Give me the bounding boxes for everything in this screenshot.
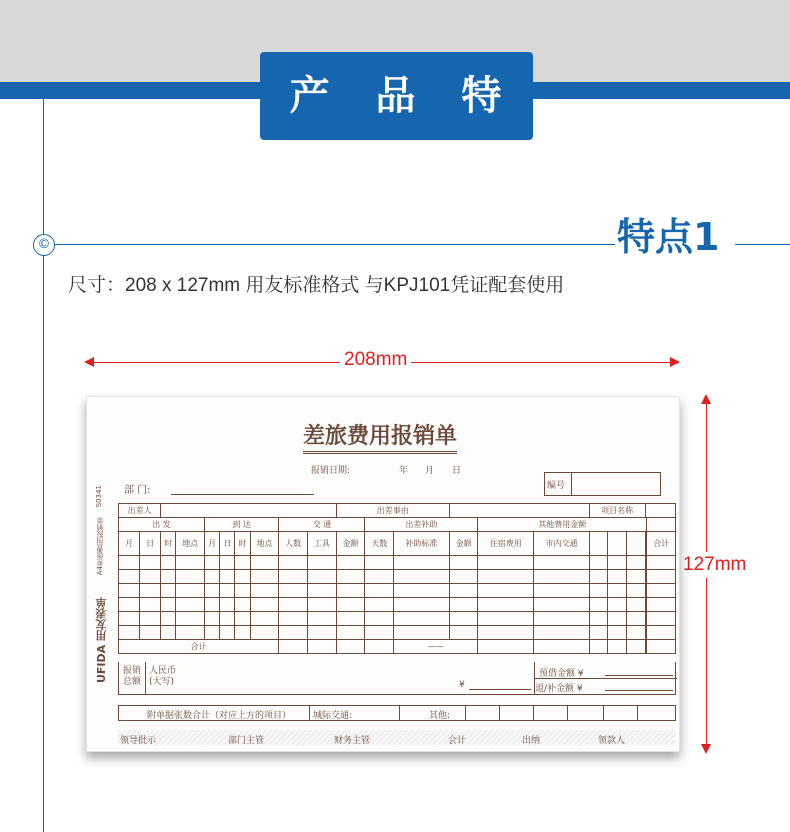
form-cell: 其他费用金额 — [478, 518, 647, 532]
form-rmb-label: 人民币 (大写) — [149, 666, 177, 687]
height-label: 127mm — [683, 552, 755, 578]
form-cell: 工具 — [308, 532, 337, 556]
form-cell: 月 — [205, 532, 220, 556]
form-row-groups — [119, 518, 676, 532]
form-cell: 交 通 — [279, 518, 365, 532]
form-attach-label: 附单据张数合计（对应上方的项目） — [147, 711, 292, 721]
arrow-right-icon — [670, 357, 680, 367]
arrow-up-icon — [701, 394, 711, 404]
copyright-icon: © — [33, 234, 55, 256]
form-cell — [626, 532, 645, 556]
form-dept-label: 部 门: — [124, 485, 151, 496]
form-year: 年 — [399, 466, 409, 476]
form-cell: 出差事由 — [336, 504, 449, 518]
form-cell: 合计 — [119, 640, 279, 654]
feature-title: 特点1 — [617, 215, 720, 259]
form-sign-item: 财务主管 — [334, 736, 371, 746]
form-cell — [449, 504, 589, 518]
width-label: 208mm — [340, 349, 411, 371]
form-row-headers — [119, 532, 676, 556]
form-cell: 合计 — [647, 532, 676, 556]
form-number-box — [544, 472, 661, 496]
form-cell: 出差补助 — [365, 518, 478, 532]
form-side-code: S0341 — [95, 485, 103, 508]
form-cell: —— — [394, 640, 478, 654]
form-other: 其他: — [429, 711, 451, 721]
form-date-label: 报销日期: — [311, 466, 351, 476]
form-side-brand: UFIDA 用友表单 — [95, 597, 108, 684]
form-day: 日 — [452, 466, 462, 476]
form-sign-item: 部门主管 — [228, 736, 265, 746]
form-cell — [647, 518, 676, 532]
arrow-down-icon — [701, 744, 711, 754]
form-totals — [118, 662, 676, 695]
form-dept-line — [171, 494, 314, 495]
vertical-guide-line — [43, 99, 44, 832]
form-cell: 住宿费用 — [478, 532, 534, 556]
form-cell: 天数 — [365, 532, 394, 556]
form-row-blank — [119, 556, 676, 570]
form-prepay: 预借金额 ¥ — [539, 669, 584, 679]
page-title: 产 品 特 点 — [260, 52, 533, 140]
form-month: 月 — [425, 466, 435, 476]
form-sign-item: 领款人 — [598, 736, 626, 746]
form-attach-row — [118, 705, 676, 721]
form-sign-item: 会计 — [448, 736, 467, 746]
form-row-blank — [119, 612, 676, 626]
form-refund: 退/补金额 ¥ — [535, 684, 583, 694]
form-cell: 金额 — [336, 532, 365, 556]
form-cell — [645, 504, 676, 518]
form-cell: 金额 — [449, 532, 478, 556]
form-cell: 出差人 — [119, 504, 161, 518]
form-cell: 人数 — [279, 532, 308, 556]
section-rule — [55, 244, 615, 245]
form-sum-label: 报销 总额 — [123, 666, 142, 687]
form-cell: 时 — [161, 532, 176, 556]
form-row-blank — [119, 598, 676, 612]
form-row-blank — [119, 570, 676, 584]
form-yen-symbol: ¥ — [459, 680, 465, 690]
form-cell: 出 发 — [119, 518, 205, 532]
form-cell: 市内交通 — [534, 532, 590, 556]
form-row-blank — [119, 626, 676, 640]
form-cell — [589, 532, 608, 556]
width-dimension — [84, 349, 680, 372]
arrow-left-icon — [84, 357, 94, 367]
form-number-label: 编号 — [547, 481, 566, 491]
form-cell: 地点 — [176, 532, 205, 556]
form-city-traffic: 城际交通: — [313, 711, 353, 721]
form-cell — [161, 504, 337, 518]
form-cell: 时 — [235, 532, 250, 556]
form-cell: 项目名称 — [589, 504, 645, 518]
form-row-blank — [119, 584, 676, 598]
form-sign-item: 领导批示 — [120, 736, 157, 746]
form-grid — [118, 503, 676, 654]
expense-form-image — [86, 396, 680, 752]
form-cell: 地点 — [250, 532, 279, 556]
height-dimension — [683, 394, 747, 754]
form-cell: 日 — [220, 532, 235, 556]
form-signature-row — [118, 730, 676, 745]
form-row-traveler — [119, 504, 676, 518]
spec-text: 尺寸：208 x 127mm 用友标准格式 与KPJ101凭证配套使用 — [68, 275, 565, 296]
form-sign-item: 出纳 — [522, 736, 541, 746]
form-cell — [608, 532, 627, 556]
form-row-total — [119, 640, 676, 654]
form-cell: 补助标准 — [394, 532, 450, 556]
form-cell: 到 达 — [205, 518, 279, 532]
form-title: 差旅费用报销单 — [303, 419, 457, 454]
section-rule-tail — [735, 244, 790, 245]
form-cell: 日 — [140, 532, 161, 556]
form-side-desc: A4差旅费用报销单 — [96, 517, 104, 576]
form-cell: 月 — [119, 532, 140, 556]
